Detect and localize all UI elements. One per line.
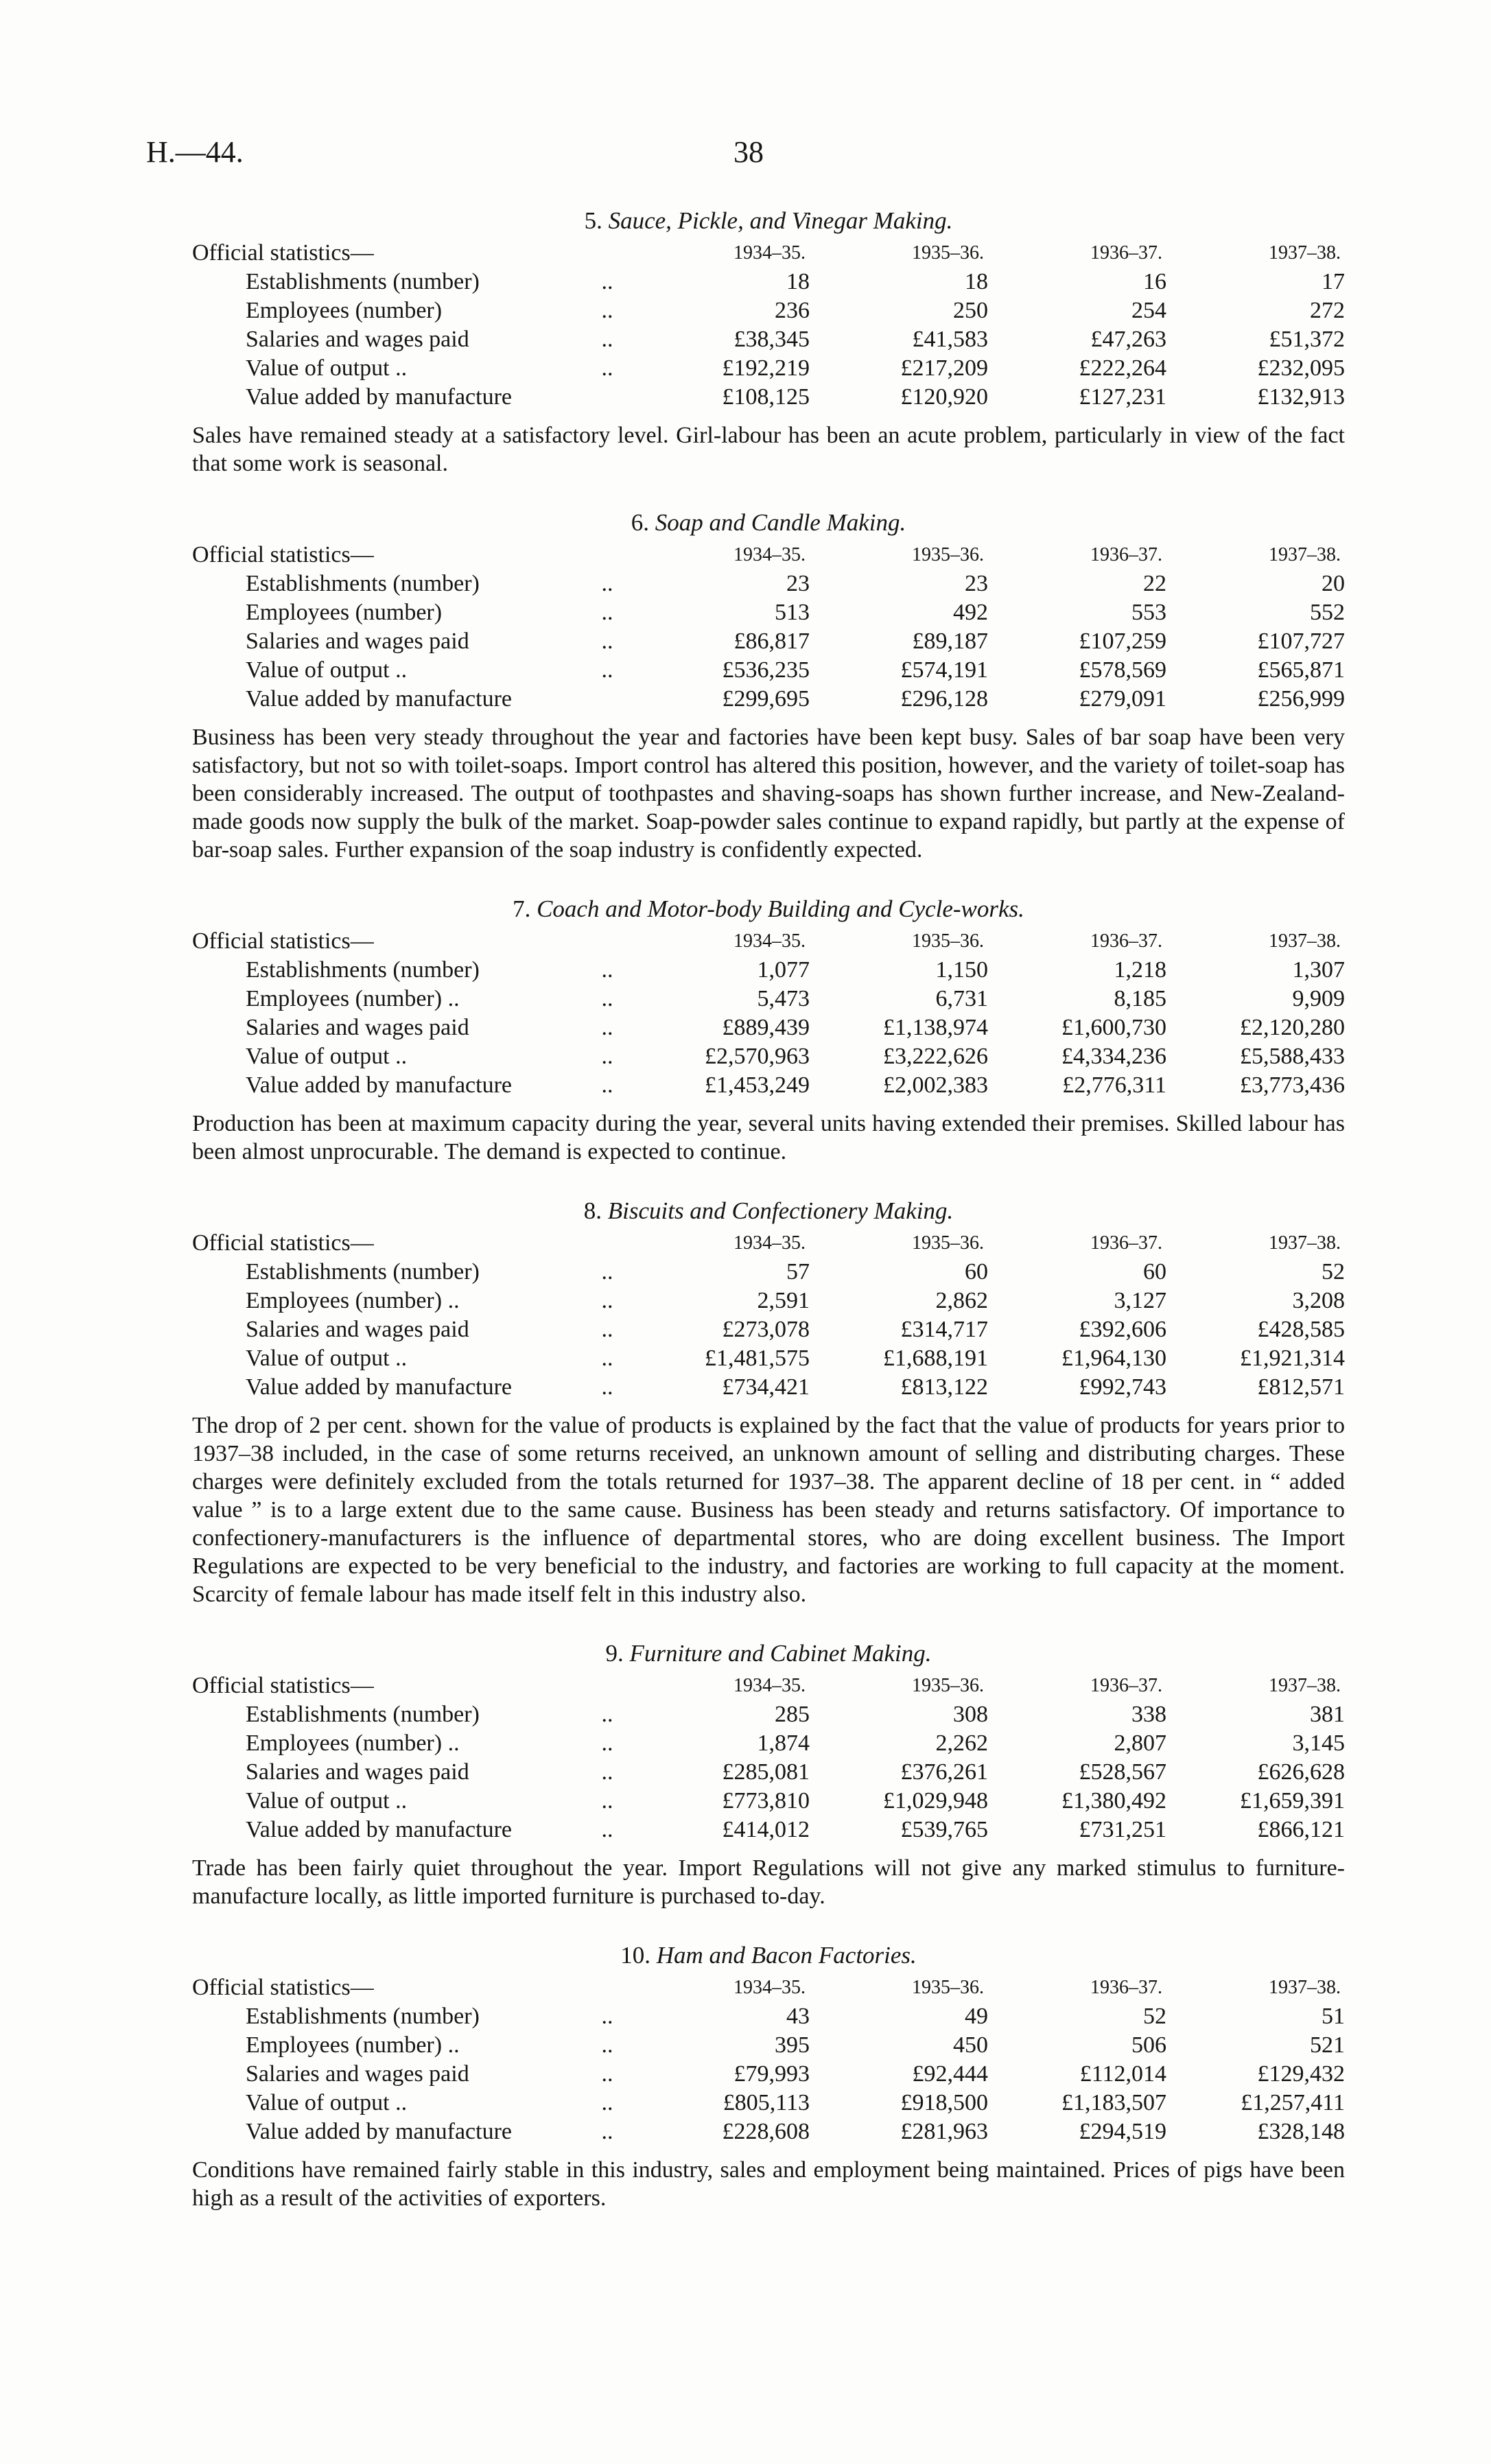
- table-cell: £296,128: [900, 686, 988, 712]
- table-cell: 250: [953, 298, 988, 323]
- row-label: Employees (number) ..: [246, 1730, 460, 1756]
- row-label: Establishments (number): [246, 269, 480, 294]
- table-cell: £285,081: [722, 1759, 810, 1785]
- table-cell: 513: [775, 600, 810, 625]
- table-cell: £1,138,974: [883, 1015, 988, 1040]
- table-cell: 381: [1310, 1702, 1345, 1727]
- year-header: 1935–36.: [912, 1675, 984, 1696]
- table-cell: £92,444: [912, 2061, 988, 2087]
- table-row: [192, 1344, 1345, 1373]
- section-commentary: Conditions have remained fairly stable in this industry, sales and employment being maintained. Prices of pigs have been high as a result of the activities of exporters.: [192, 2157, 1345, 2211]
- table-cell: 49: [965, 2004, 988, 2029]
- leader-dots: ..: [601, 629, 613, 654]
- table-row: [192, 1315, 1345, 1344]
- row-label: Salaries and wages paid: [246, 629, 469, 654]
- row-label: Establishments (number): [246, 1702, 480, 1727]
- table-row: [192, 570, 1345, 598]
- row-label: Value added by manufacture: [246, 384, 512, 410]
- table-cell: £528,567: [1079, 1759, 1166, 1785]
- row-label: Value of output ..: [246, 2090, 408, 2115]
- table-cell: 3,208: [1292, 1288, 1345, 1313]
- row-label: Salaries and wages paid: [246, 2061, 469, 2087]
- table-cell: £539,765: [900, 1817, 988, 1842]
- table-cell: £1,183,507: [1061, 2090, 1166, 2115]
- table-cell: £889,439: [722, 1015, 810, 1040]
- table-cell: 60: [1143, 1259, 1166, 1284]
- table-cell: 236: [775, 298, 810, 323]
- table-cell: 6,731: [935, 986, 988, 1011]
- table-row: [192, 1013, 1345, 1042]
- leader-dots: ..: [601, 957, 613, 983]
- table-row: [192, 1816, 1345, 1844]
- section-number: 6.: [631, 509, 649, 536]
- table-cell: £299,695: [722, 686, 810, 712]
- section-title: [192, 206, 1345, 236]
- table-cell: 3,145: [1292, 1730, 1345, 1756]
- table-cell: 1,874: [757, 1730, 810, 1756]
- leader-dots: ..: [601, 1044, 613, 1069]
- leader-dots: ..: [601, 327, 613, 352]
- table-cell: £192,219: [722, 355, 810, 381]
- year-header: 1937–38.: [1269, 544, 1341, 565]
- table-row: [192, 2031, 1345, 2060]
- statistics-table: [192, 1671, 1345, 1844]
- year-header: 1937–38.: [1269, 1977, 1341, 1998]
- year-header: 1934–35.: [733, 1232, 806, 1254]
- year-header: 1937–38.: [1269, 242, 1341, 263]
- table-row: [192, 2002, 1345, 2031]
- table-cell: £2,002,383: [883, 1072, 988, 1098]
- table-cell: 23: [786, 571, 810, 596]
- official-statistics-label: Official statistics—: [192, 1975, 374, 2000]
- table-cell: 8,185: [1114, 986, 1166, 1011]
- table-cell: 2,262: [935, 1730, 988, 1756]
- table-cell: £2,120,280: [1240, 1015, 1345, 1040]
- table-header-row: [192, 239, 1345, 268]
- table-row: [192, 1258, 1345, 1287]
- table-cell: 272: [1310, 298, 1345, 323]
- table-row: [192, 2089, 1345, 2117]
- row-label: Employees (number) ..: [246, 1288, 460, 1313]
- year-header: 1936–37.: [1090, 242, 1162, 263]
- statistics-table: [192, 239, 1345, 412]
- row-label: Value of output ..: [246, 657, 408, 683]
- statistics-table: [192, 1229, 1345, 1402]
- table-row: [192, 296, 1345, 325]
- official-statistics-label: Official statistics—: [192, 1673, 374, 1698]
- year-header: 1937–38.: [1269, 930, 1341, 952]
- table-row: [192, 985, 1345, 1013]
- table-cell: £127,231: [1079, 384, 1166, 410]
- row-label: Employees (number): [246, 600, 443, 625]
- table-cell: £578,569: [1079, 657, 1166, 683]
- table-cell: 52: [1322, 1259, 1345, 1284]
- table-cell: £86,817: [733, 629, 810, 654]
- table-cell: 17: [1322, 269, 1345, 294]
- official-statistics-label: Official statistics—: [192, 1230, 374, 1256]
- year-header: 1936–37.: [1090, 930, 1162, 952]
- year-header: 1934–35.: [733, 544, 806, 565]
- leader-dots: ..: [601, 657, 613, 683]
- table-cell: £3,773,436: [1240, 1072, 1345, 1098]
- page-number: 38: [733, 135, 764, 169]
- table-row: [192, 2117, 1345, 2146]
- table-cell: 506: [1131, 2032, 1166, 2058]
- section: [192, 1940, 1345, 2212]
- row-label: Employees (number): [246, 298, 443, 323]
- table-cell: £1,600,730: [1061, 1015, 1166, 1040]
- row-label: Employees (number) ..: [246, 2032, 460, 2058]
- section-number: 5.: [584, 207, 602, 234]
- table-cell: £107,259: [1079, 629, 1166, 654]
- table-header-row: [192, 1973, 1345, 2002]
- table-cell: 52: [1143, 2004, 1166, 2029]
- section-title: [192, 508, 1345, 538]
- row-label: Value of output ..: [246, 1346, 408, 1371]
- leader-dots: ..: [601, 1730, 613, 1756]
- table-cell: £428,585: [1257, 1317, 1345, 1342]
- table-row: [192, 383, 1345, 412]
- leader-dots: [583, 685, 631, 714]
- table-cell: £132,913: [1257, 384, 1345, 410]
- table-row: [192, 325, 1345, 354]
- table-cell: 1,150: [935, 957, 988, 983]
- year-header: 1935–36.: [912, 1232, 984, 1254]
- table-cell: £536,235: [722, 657, 810, 683]
- row-label: Value added by manufacture: [246, 1817, 512, 1842]
- spacer: [583, 1671, 631, 1700]
- leader-dots: ..: [601, 986, 613, 1011]
- row-label: Establishments (number): [246, 2004, 480, 2029]
- row-label: Establishments (number): [246, 571, 480, 596]
- table-cell: 553: [1131, 600, 1166, 625]
- table-cell: £734,421: [722, 1374, 810, 1400]
- table-cell: 521: [1310, 2032, 1345, 2058]
- year-header: 1934–35.: [733, 930, 806, 952]
- year-header: 1936–37.: [1090, 1977, 1162, 1998]
- leader-dots: ..: [601, 1817, 613, 1842]
- table-row: [192, 1758, 1345, 1787]
- row-label: Salaries and wages paid: [246, 1015, 469, 1040]
- table-cell: 450: [953, 2032, 988, 2058]
- year-header: 1934–35.: [733, 242, 806, 263]
- table-cell: 51: [1322, 2004, 1345, 2029]
- table-cell: £89,187: [912, 629, 988, 654]
- leader-dots: ..: [601, 1702, 613, 1727]
- leader-dots: [583, 383, 631, 412]
- leader-dots: ..: [601, 2090, 613, 2115]
- spacer: [583, 927, 631, 956]
- table-cell: 1,307: [1292, 957, 1345, 983]
- table-cell: 43: [786, 2004, 810, 2029]
- statistics-table: [192, 927, 1345, 1100]
- table-row: [192, 598, 1345, 627]
- table-cell: 2,591: [757, 1288, 810, 1313]
- table-cell: £108,125: [722, 384, 810, 410]
- table-header-row: [192, 541, 1345, 570]
- section-name: Sauce, Pickle, and Vinegar Making.: [608, 207, 953, 234]
- table-cell: 552: [1310, 600, 1345, 625]
- table-cell: £392,606: [1079, 1317, 1166, 1342]
- table-cell: £918,500: [900, 2090, 988, 2115]
- table-cell: £256,999: [1257, 686, 1345, 712]
- table-cell: £41,583: [912, 327, 988, 352]
- year-header: 1935–36.: [912, 544, 984, 565]
- table-cell: £992,743: [1079, 1374, 1166, 1400]
- table-cell: 2,862: [935, 1288, 988, 1313]
- leader-dots: ..: [601, 2061, 613, 2087]
- table-cell: £1,380,492: [1061, 1788, 1166, 1814]
- section: [192, 206, 1345, 478]
- leader-dots: ..: [601, 298, 613, 323]
- row-label: Salaries and wages paid: [246, 1759, 469, 1785]
- official-statistics-label: Official statistics—: [192, 240, 374, 266]
- leader-dots: ..: [601, 1072, 613, 1098]
- section-commentary: Trade has been fairly quiet throughout the year. Import Regulations will not give any marked stimulus to furniture-manufacture locally, as little imported furniture is purchased to-day.: [192, 1855, 1345, 1909]
- leader-dots: ..: [601, 2119, 613, 2144]
- table-cell: £805,113: [723, 2090, 810, 2115]
- table-header-row: [192, 1229, 1345, 1258]
- table-cell: £314,717: [900, 1317, 988, 1342]
- table-cell: £51,372: [1269, 327, 1345, 352]
- leader-dots: ..: [601, 1288, 613, 1313]
- leader-dots: ..: [601, 2004, 613, 2029]
- spacer: [583, 239, 631, 268]
- table-cell: £1,029,948: [883, 1788, 988, 1814]
- section-number: 10.: [620, 1942, 650, 1969]
- table-cell: £217,209: [900, 355, 988, 381]
- table-cell: £1,688,191: [883, 1346, 988, 1371]
- row-label: Value added by manufacture: [246, 2119, 512, 2144]
- table-row: [192, 1287, 1345, 1315]
- table-cell: 285: [775, 1702, 810, 1727]
- table-cell: £376,261: [900, 1759, 988, 1785]
- table-cell: £2,570,963: [705, 1044, 810, 1069]
- leader-dots: ..: [601, 1015, 613, 1040]
- table-row: [192, 1042, 1345, 1071]
- statistics-table: [192, 541, 1345, 714]
- table-cell: £813,122: [900, 1374, 988, 1400]
- section-commentary: Business has been very steady throughout the year and factories have been kept busy. Sales of bar soap have been very satisfactory, but not so with toilet-soaps. Import control has altered this position, however, and the variety of toilet-soap has been considerably increased. The output of toothpastes and shaving-soaps has shown further increase, and New-Zealand-made goods now supply the bulk of the market. Soap-powder sales continue to expand rapidly, but partly at the expense of bar-soap sales. Further expansion of the soap industry is confidently expected.: [192, 725, 1345, 863]
- year-header: 1937–38.: [1269, 1675, 1341, 1696]
- table-cell: £3,222,626: [883, 1044, 988, 1069]
- year-header: 1934–35.: [733, 1977, 806, 1998]
- table-row: [192, 354, 1345, 383]
- table-cell: £38,345: [733, 327, 810, 352]
- section-commentary: Production has been at maximum capacity during the year, several units having extended their premises. Skilled labour has been almost unprocurable. The demand is expected to continue.: [192, 1111, 1345, 1164]
- table-row: [192, 956, 1345, 985]
- year-header: 1934–35.: [733, 1675, 806, 1696]
- leader-dots: ..: [601, 355, 613, 381]
- official-statistics-label: Official statistics—: [192, 928, 374, 954]
- table-cell: 9,909: [1292, 986, 1345, 1011]
- table-cell: 18: [786, 269, 810, 294]
- table-cell: £281,963: [900, 2119, 988, 2144]
- table-cell: £129,432: [1257, 2061, 1345, 2087]
- section-name: Biscuits and Confectionery Making.: [607, 1197, 954, 1224]
- table-cell: £1,453,249: [705, 1072, 810, 1098]
- table-cell: £4,334,236: [1061, 1044, 1166, 1069]
- table-header-row: [192, 1671, 1345, 1700]
- section-commentary: The drop of 2 per cent. shown for the value of products is explained by the fact that the value of products for years prior to 1937–38 included, in the case of some returns received, an unknown amount of selling and distributing charges. These charges were definitely excluded from the totals returned for 1937–38. The apparent decline of 18 per cent. in “ added value ” is to a large extent due to the same cause. Business has been steady and returns satisfactory. Of importance to confectionery-manufacturers is the influence of departmental stores, who are doing excellent business. The Import Regulations are expected to be very beneficial to the industry, and factories are working to full capacity at the moment. Scarcity of female labour has made itself felt in this industry also.: [192, 1413, 1345, 1607]
- table-cell: £112,014: [1079, 2061, 1166, 2087]
- table-cell: £79,993: [733, 2061, 810, 2087]
- table-cell: £228,608: [722, 2119, 810, 2144]
- table-row: [192, 1071, 1345, 1100]
- year-header: 1935–36.: [912, 242, 984, 263]
- table-cell: 3,127: [1114, 1288, 1166, 1313]
- section: [192, 894, 1345, 1166]
- table-cell: £626,628: [1257, 1759, 1345, 1785]
- table-row: [192, 685, 1345, 714]
- document-reference: H.—44.: [146, 135, 244, 169]
- table-row: [192, 1729, 1345, 1758]
- section-number: 7.: [513, 895, 531, 922]
- table-cell: £414,012: [722, 1817, 810, 1842]
- table-cell: 16: [1143, 269, 1166, 294]
- table-cell: 20: [1322, 571, 1345, 596]
- table-cell: £328,148: [1257, 2119, 1345, 2144]
- row-label: Salaries and wages paid: [246, 327, 469, 352]
- table-cell: £107,727: [1257, 629, 1345, 654]
- section-title: [192, 1639, 1345, 1669]
- page-header: [146, 134, 1367, 176]
- table-row: [192, 1787, 1345, 1816]
- leader-dots: ..: [601, 1259, 613, 1284]
- table-cell: 2,807: [1114, 1730, 1166, 1756]
- section-name: Furniture and Cabinet Making.: [629, 1640, 932, 1667]
- spacer: [583, 541, 631, 570]
- table-cell: £1,257,411: [1241, 2090, 1345, 2115]
- section-commentary: Sales have remained steady at a satisfactory level. Girl-labour has been an acute problem, particularly in view of the fact that some work is seasonal.: [192, 423, 1345, 476]
- table-cell: £866,121: [1257, 1817, 1345, 1842]
- table-cell: £47,263: [1090, 327, 1166, 352]
- year-header: 1936–37.: [1090, 544, 1162, 565]
- table-cell: £1,659,391: [1240, 1788, 1345, 1814]
- table-cell: 1,218: [1114, 957, 1166, 983]
- table-cell: £812,571: [1257, 1374, 1345, 1400]
- table-cell: £1,921,314: [1240, 1346, 1345, 1371]
- table-cell: 18: [965, 269, 988, 294]
- row-label: Employees (number) ..: [246, 986, 460, 1011]
- spacer: [583, 1973, 631, 2002]
- year-header: 1935–36.: [912, 930, 984, 952]
- table-header-row: [192, 927, 1345, 956]
- row-label: Value added by manufacture: [246, 1072, 512, 1098]
- table-cell: 1,077: [757, 957, 810, 983]
- table-cell: 308: [953, 1702, 988, 1727]
- section: [192, 508, 1345, 864]
- section: [192, 1196, 1345, 1608]
- leader-dots: ..: [601, 571, 613, 596]
- table-cell: £5,588,433: [1240, 1044, 1345, 1069]
- leader-dots: ..: [601, 1759, 613, 1785]
- leader-dots: ..: [601, 1317, 613, 1342]
- table-cell: £1,481,575: [705, 1346, 810, 1371]
- leader-dots: ..: [601, 1788, 613, 1814]
- table-cell: £294,519: [1079, 2119, 1166, 2144]
- year-header: 1935–36.: [912, 1977, 984, 1998]
- year-header: 1936–37.: [1090, 1232, 1162, 1254]
- table-row: [192, 1700, 1345, 1729]
- table-cell: £1,964,130: [1061, 1346, 1166, 1371]
- table-cell: £279,091: [1079, 686, 1166, 712]
- table-cell: 5,473: [757, 986, 810, 1011]
- table-cell: 57: [786, 1259, 810, 1284]
- section-title: [192, 1196, 1345, 1226]
- leader-dots: ..: [601, 269, 613, 294]
- row-label: Value added by manufacture: [246, 686, 512, 712]
- table-row: [192, 2060, 1345, 2089]
- section-name: Soap and Candle Making.: [655, 509, 906, 536]
- table-cell: £273,078: [722, 1317, 810, 1342]
- table-cell: £731,251: [1079, 1817, 1166, 1842]
- row-label: Salaries and wages paid: [246, 1317, 469, 1342]
- statistics-table: [192, 1973, 1345, 2146]
- row-label: Value added by manufacture: [246, 1374, 512, 1400]
- table-row: [192, 656, 1345, 685]
- table-row: [192, 627, 1345, 656]
- row-label: Value of output ..: [246, 1044, 408, 1069]
- leader-dots: ..: [601, 600, 613, 625]
- table-cell: £565,871: [1257, 657, 1345, 683]
- leader-dots: ..: [601, 2032, 613, 2058]
- section: [192, 1639, 1345, 1910]
- table-cell: 395: [775, 2032, 810, 2058]
- row-label: Establishments (number): [246, 957, 480, 983]
- table-cell: 60: [965, 1259, 988, 1284]
- section-title: [192, 894, 1345, 924]
- year-header: 1937–38.: [1269, 1232, 1341, 1254]
- table-cell: £120,920: [900, 384, 988, 410]
- table-cell: £222,264: [1079, 355, 1166, 381]
- page-content: [192, 206, 1345, 2242]
- table-cell: 22: [1143, 571, 1166, 596]
- table-cell: £773,810: [722, 1788, 810, 1814]
- row-label: Establishments (number): [246, 1259, 480, 1284]
- row-label: Value of output ..: [246, 1788, 408, 1814]
- row-label: Value of output ..: [246, 355, 408, 381]
- spacer: [583, 1229, 631, 1258]
- table-row: [192, 1373, 1345, 1402]
- table-cell: £574,191: [900, 657, 988, 683]
- table-cell: £2,776,311: [1062, 1072, 1166, 1098]
- leader-dots: ..: [601, 1346, 613, 1371]
- table-cell: £232,095: [1257, 355, 1345, 381]
- table-cell: 254: [1131, 298, 1166, 323]
- section-number: 8.: [583, 1197, 602, 1224]
- year-header: 1936–37.: [1090, 1675, 1162, 1696]
- table-cell: 492: [953, 600, 988, 625]
- leader-dots: ..: [601, 1374, 613, 1400]
- section-title: [192, 1940, 1345, 1971]
- section-name: Coach and Motor-body Building and Cycle-works.: [537, 895, 1024, 922]
- table-cell: 338: [1131, 1702, 1166, 1727]
- section-number: 9.: [605, 1640, 624, 1667]
- official-statistics-label: Official statistics—: [192, 542, 374, 567]
- table-row: [192, 268, 1345, 296]
- table-cell: 23: [965, 571, 988, 596]
- section-name: Ham and Bacon Factories.: [656, 1942, 917, 1969]
